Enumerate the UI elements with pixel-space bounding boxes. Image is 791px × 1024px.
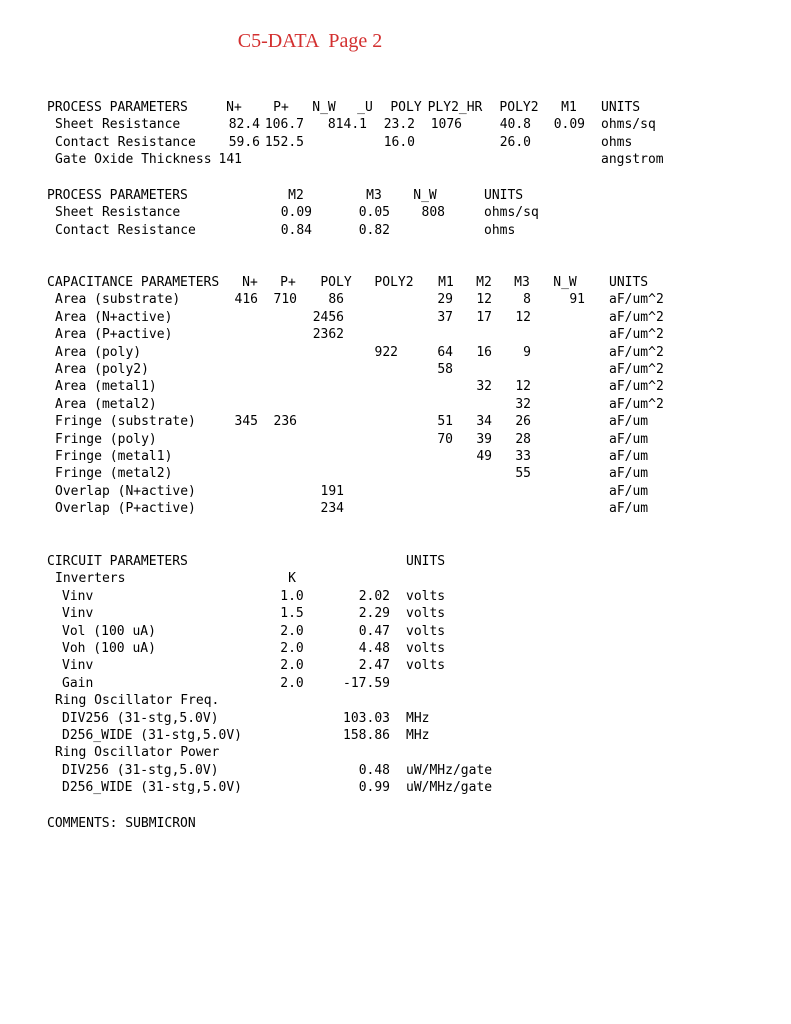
value-cell: 103.03 — [343, 710, 390, 726]
value-cell: 0.47 — [358, 623, 390, 639]
value-cell: 37 — [437, 309, 453, 325]
row-label: Contact Resistance — [55, 222, 196, 238]
column-header: M2 — [288, 188, 304, 203]
column-header: N_W — [553, 275, 577, 290]
column-header: UNITS — [484, 188, 524, 203]
row-label: Area (poly2) — [55, 362, 149, 377]
row-label: Gate Oxide Thickness — [55, 152, 212, 168]
value-cell: 49 — [476, 449, 492, 464]
unit-cell: ohms/sq — [484, 205, 539, 221]
value-cell: 17 — [476, 309, 492, 325]
unit-cell: ohms — [601, 134, 633, 150]
row-label: Area (poly) — [55, 344, 142, 360]
value-cell: 0.09 — [280, 205, 312, 221]
k-value: 2.0 — [280, 623, 304, 639]
unit-cell: volts — [406, 606, 446, 622]
page-title: C5-DATA Page 2 — [237, 30, 383, 52]
unit-cell: uW/MHz/gate — [406, 762, 493, 778]
row-label: Fringe (metal2) — [55, 466, 173, 482]
column-header: P+ — [273, 100, 289, 115]
value-cell: 4.48 — [358, 641, 390, 656]
value-cell: 26 — [515, 414, 531, 430]
column-header: PLY2_HR — [427, 100, 483, 115]
value-cell: 29 — [437, 292, 453, 308]
value-cell: 2.29 — [358, 606, 390, 622]
value-cell: 106.7 — [264, 117, 304, 133]
unit-cell: MHz — [406, 710, 430, 726]
column-header: M3 — [514, 275, 530, 290]
section-heading: PROCESS PARAMETERS — [47, 100, 188, 115]
value-cell: 9 — [523, 344, 531, 360]
unit-cell: volts — [406, 641, 446, 656]
value-cell: 234 — [320, 501, 344, 517]
row-label: Ring Oscillator Power — [55, 745, 220, 761]
value-cell: 34 — [476, 414, 492, 430]
value-cell: 82.4 — [228, 117, 260, 133]
value-cell: 0.99 — [358, 780, 390, 796]
unit-cell: aF/um^2 — [609, 344, 664, 360]
value-cell: 0.48 — [358, 762, 390, 778]
row-label: Area (P+active) — [55, 327, 173, 343]
value-cell: 16.0 — [383, 134, 415, 150]
value-cell: 58 — [437, 362, 453, 377]
k-value: 1.5 — [280, 606, 304, 622]
k-value: 2.0 — [280, 675, 304, 691]
column-header: P+ — [280, 275, 296, 290]
row-label: Fringe (poly) — [55, 431, 157, 447]
unit-cell: ohms — [484, 222, 516, 238]
unit-cell: aF/um — [609, 414, 649, 430]
value-cell: 814.1 — [327, 117, 367, 133]
column-header: POLY — [320, 275, 352, 290]
row-label: Vinv — [62, 588, 94, 604]
value-cell: 86 — [328, 292, 344, 308]
unit-cell: aF/um^2 — [609, 292, 664, 308]
k-value: K — [288, 571, 296, 587]
row-label: D256_WIDE (31-stg,5.0V) — [62, 728, 243, 743]
row-label: Fringe (metal1) — [55, 449, 173, 464]
comments-line: COMMENTS: SUBMICRON — [47, 816, 196, 831]
value-cell: 55 — [515, 466, 531, 482]
unit-cell: aF/um^2 — [609, 362, 664, 377]
row-label: Overlap (N+active) — [55, 483, 196, 499]
unit-cell: volts — [406, 588, 446, 604]
value-cell: 33 — [515, 449, 531, 464]
value-cell: 2.02 — [358, 588, 390, 604]
value-cell: 158.86 — [343, 728, 390, 743]
row-label: Vol (100 uA) — [62, 623, 156, 639]
column-header: M2 — [476, 275, 492, 290]
value-cell: 416 — [234, 292, 258, 308]
k-value: 2.0 — [280, 658, 304, 674]
unit-cell: aF/um^2 — [609, 379, 664, 395]
k-value: 2.0 — [280, 641, 304, 656]
section-heading: CIRCUIT PARAMETERS — [47, 554, 188, 569]
value-cell: 16 — [476, 344, 492, 360]
value-cell: 64 — [437, 344, 453, 360]
column-header: N_W — [413, 188, 437, 203]
value-cell: 8 — [523, 292, 531, 308]
row-label: Sheet Resistance — [55, 205, 181, 221]
value-cell: 51 — [437, 414, 453, 430]
value-cell: 26.0 — [499, 134, 531, 150]
column-header: UNITS — [609, 275, 649, 290]
value-cell: 32 — [476, 379, 492, 395]
value-cell: 710 — [273, 292, 297, 308]
value-cell: 91 — [569, 292, 585, 308]
column-header: N+ — [226, 100, 242, 115]
value-cell: 39 — [476, 431, 492, 447]
value-cell: 0.09 — [553, 117, 585, 133]
row-label: Area (metal2) — [55, 396, 157, 412]
k-value: 1.0 — [280, 588, 304, 604]
column-header: POLY2 — [374, 275, 414, 290]
value-cell: 1076 — [430, 117, 462, 133]
value-cell: 32 — [515, 396, 531, 412]
row-label: Fringe (substrate) — [55, 414, 196, 430]
value-cell: 0.84 — [280, 222, 312, 238]
value-cell: 2456 — [312, 309, 344, 325]
value-cell: 59.6 — [228, 134, 260, 150]
row-label: Area (N+active) — [55, 309, 173, 325]
value-cell: 12 — [515, 309, 531, 325]
row-label: D256_WIDE (31-stg,5.0V) — [62, 780, 243, 796]
row-label: Gain — [62, 675, 94, 691]
unit-cell: MHz — [406, 728, 430, 743]
value-cell: 808 — [421, 205, 445, 221]
row-label: Ring Oscillator Freq. — [55, 693, 220, 709]
unit-cell: aF/um — [609, 483, 649, 499]
unit-cell: aF/um^2 — [609, 327, 664, 343]
column-header: UNITS — [406, 554, 446, 569]
row-label: DIV256 (31-stg,5.0V) — [62, 762, 219, 778]
section-heading: CAPACITANCE PARAMETERS — [47, 275, 220, 290]
unit-cell: aF/um^2 — [609, 396, 664, 412]
value-cell: 141 — [218, 152, 242, 168]
value-cell: 0.05 — [358, 205, 390, 221]
column-header: N_W — [312, 100, 336, 115]
value-cell: 345 — [234, 414, 258, 430]
value-cell: 70 — [437, 431, 453, 447]
value-cell: 12 — [476, 292, 492, 308]
value-cell: 152.5 — [264, 134, 304, 150]
row-label: Voh (100 uA) — [62, 641, 156, 656]
row-label: Sheet Resistance — [55, 117, 181, 133]
value-cell: 2.47 — [358, 658, 390, 674]
column-header: _U — [357, 100, 373, 115]
column-header: N+ — [242, 275, 258, 290]
row-label: DIV256 (31-stg,5.0V) — [62, 710, 219, 726]
row-label: Contact Resistance — [55, 134, 196, 150]
unit-cell: aF/um — [609, 501, 649, 517]
unit-cell: aF/um — [609, 449, 649, 464]
value-cell: 191 — [320, 483, 344, 499]
unit-cell: aF/um — [609, 431, 649, 447]
value-cell: 40.8 — [499, 117, 531, 133]
unit-cell: aF/um — [609, 466, 649, 482]
unit-cell: angstrom — [601, 152, 664, 168]
value-cell: 922 — [374, 344, 398, 360]
column-header: POLY2 — [499, 100, 539, 115]
row-label: Inverters — [55, 571, 126, 587]
unit-cell: aF/um^2 — [609, 309, 664, 325]
column-header: UNITS — [601, 100, 641, 115]
value-cell: 2362 — [312, 327, 344, 343]
row-label: Vinv — [62, 606, 94, 622]
value-cell: -17.59 — [343, 675, 390, 691]
row-label: Area (metal1) — [55, 379, 157, 395]
row-label: Overlap (P+active) — [55, 501, 196, 517]
unit-cell: volts — [406, 658, 446, 674]
value-cell: 23.2 — [383, 117, 415, 133]
column-header: M3 — [366, 188, 382, 203]
row-label: Vinv — [62, 658, 94, 674]
section-heading: PROCESS PARAMETERS — [47, 188, 188, 203]
unit-cell: volts — [406, 623, 446, 639]
column-header: POLY — [390, 100, 422, 115]
value-cell: 28 — [515, 431, 531, 447]
value-cell: 12 — [515, 379, 531, 395]
column-header: M1 — [561, 100, 577, 115]
value-cell: 236 — [273, 414, 297, 430]
row-label: Area (substrate) — [55, 292, 181, 308]
unit-cell: ohms/sq — [601, 117, 656, 133]
column-header: M1 — [438, 275, 454, 290]
unit-cell: uW/MHz/gate — [406, 780, 493, 796]
value-cell: 0.82 — [358, 222, 390, 238]
